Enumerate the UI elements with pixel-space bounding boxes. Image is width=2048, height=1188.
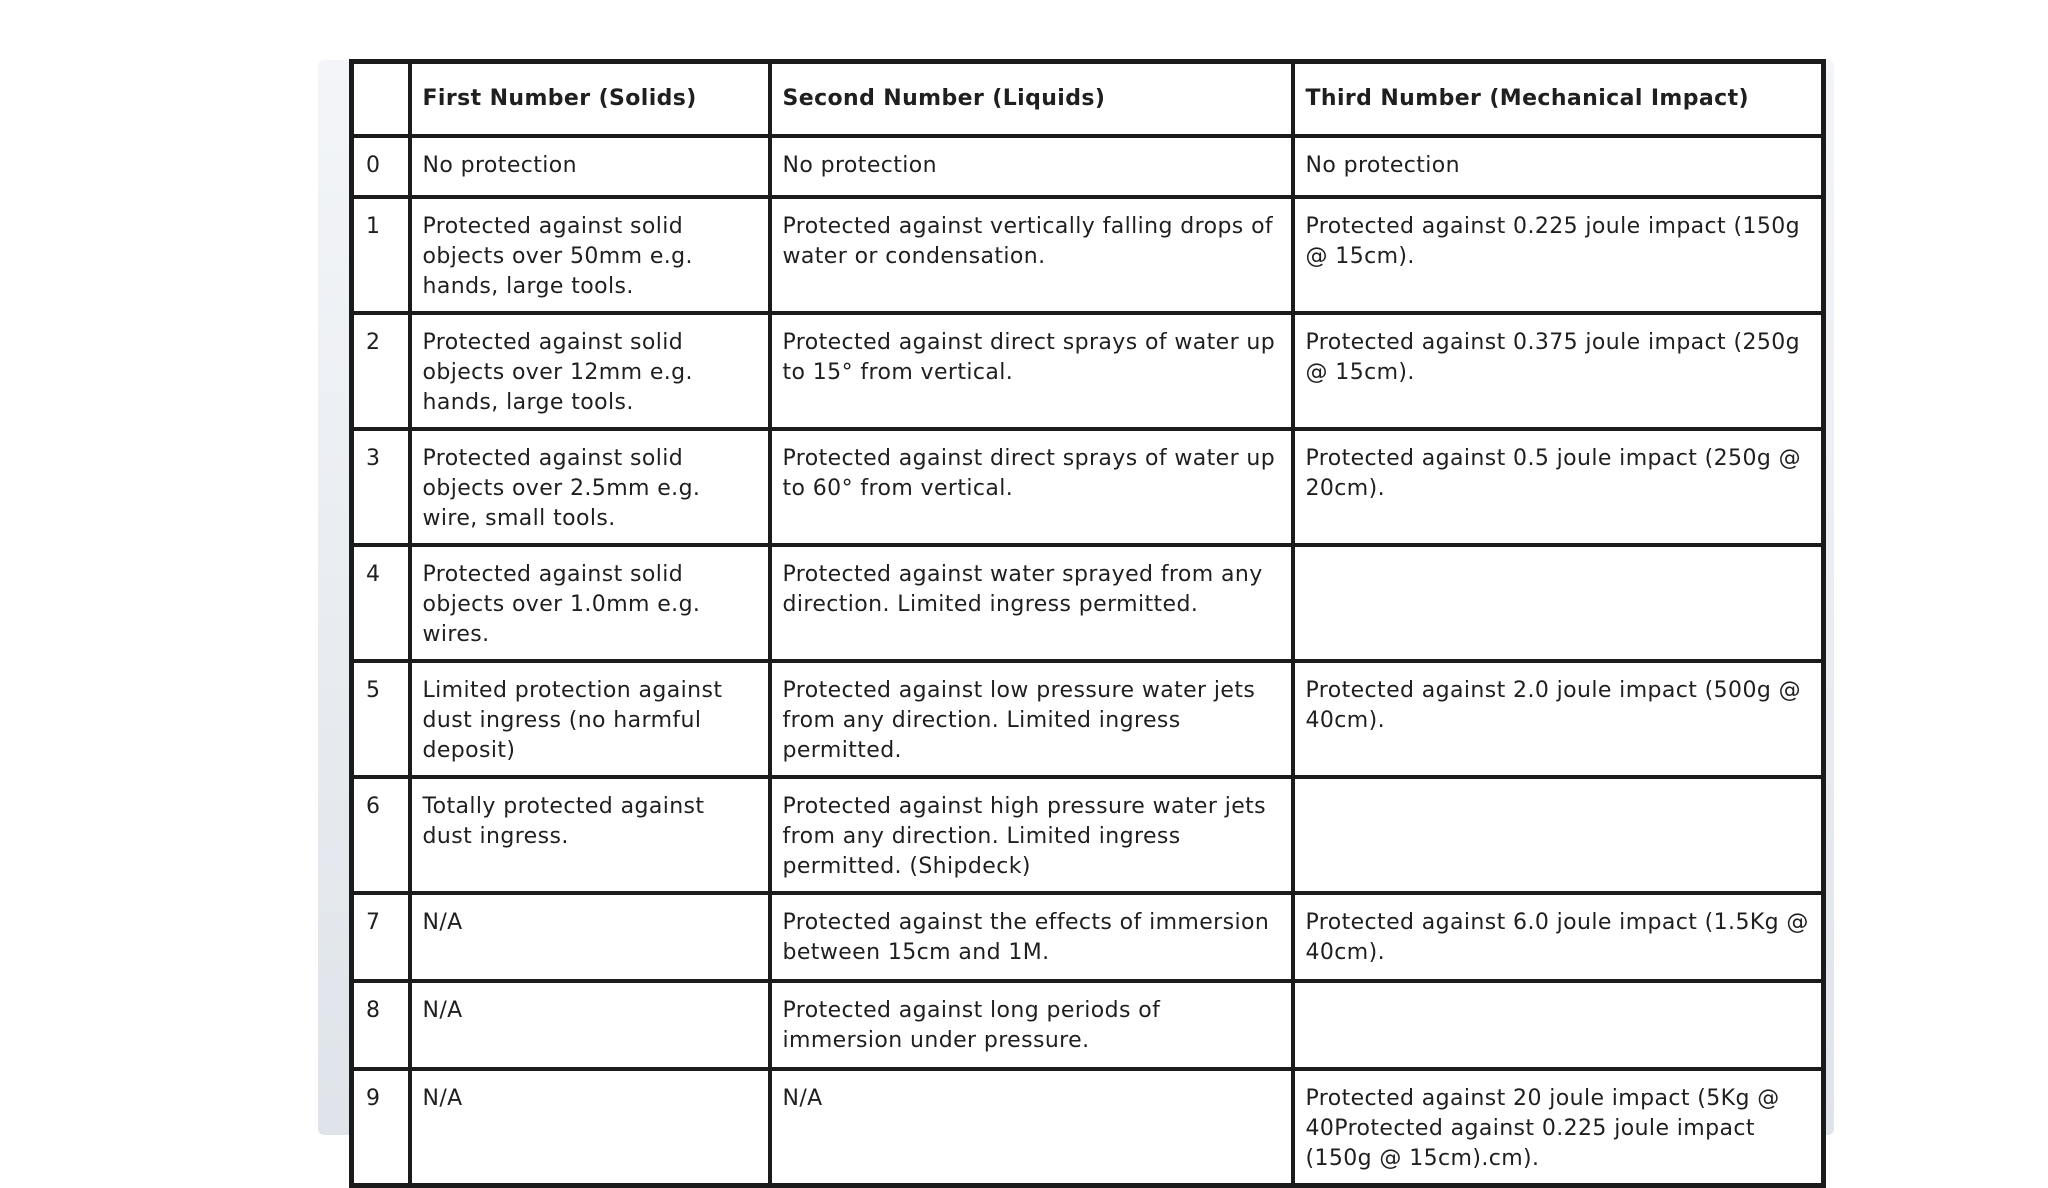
table-row: [352, 661, 1824, 777]
solids-cell: Protected against solid objects over 2.5mm e.g. wire, small tools.: [410, 429, 770, 545]
table-row: [352, 136, 1824, 197]
impact-cell: Protected against 6.0 joule impact (1.5Kg @ 40cm).: [1293, 893, 1824, 981]
row-number-cell: 4: [352, 545, 410, 661]
row-number-cell: 6: [352, 777, 410, 893]
impact-cell: Protected against 20 joule impact (5Kg @ 40Protected against 0.225 joule impact (150g @ 15cm).cm).: [1293, 1069, 1824, 1186]
impact-cell: [1293, 777, 1824, 893]
table-row: [352, 197, 1824, 313]
row-number-cell: 9: [352, 1069, 410, 1186]
impact-cell: Protected against 0.5 joule impact (250g @ 20cm).: [1293, 429, 1824, 545]
solids-cell: Protected against solid objects over 50mm e.g. hands, large tools.: [410, 197, 770, 313]
header-cell-liquids: Second Number (Liquids): [770, 62, 1293, 137]
row-number-cell: 8: [352, 981, 410, 1069]
row-number-cell: 3: [352, 429, 410, 545]
header-cell-index: [352, 62, 410, 137]
solids-cell: N/A: [410, 981, 770, 1069]
header-cell-impact: Third Number (Mechanical Impact): [1293, 62, 1824, 137]
impact-cell: No protection: [1293, 136, 1824, 197]
impact-cell: [1293, 545, 1824, 661]
liquids-cell: Protected against water sprayed from any direction. Limited ingress permitted.: [770, 545, 1293, 661]
impact-cell: Protected against 2.0 joule impact (500g @ 40cm).: [1293, 661, 1824, 777]
ip-rating-table: [349, 59, 1826, 1188]
solids-cell: Limited protection against dust ingress (no harmful deposit): [410, 661, 770, 777]
row-number-cell: 2: [352, 313, 410, 429]
liquids-cell: Protected against direct sprays of water up to 60° from vertical.: [770, 429, 1293, 545]
liquids-cell: N/A: [770, 1069, 1293, 1186]
liquids-cell: Protected against direct sprays of water up to 15° from vertical.: [770, 313, 1293, 429]
impact-cell: Protected against 0.375 joule impact (250g @ 15cm).: [1293, 313, 1824, 429]
table-row: [352, 777, 1824, 893]
liquids-cell: Protected against long periods of immersion under pressure.: [770, 981, 1293, 1069]
solids-cell: No protection: [410, 136, 770, 197]
liquids-cell: Protected against high pressure water jets from any direction. Limited ingress permitted. (Shipdeck): [770, 777, 1293, 893]
impact-cell: [1293, 981, 1824, 1069]
table-row: [352, 545, 1824, 661]
solids-cell: Totally protected against dust ingress.: [410, 777, 770, 893]
row-number-cell: 1: [352, 197, 410, 313]
liquids-cell: No protection: [770, 136, 1293, 197]
header-cell-solids: First Number (Solids): [410, 62, 770, 137]
solids-cell: Protected against solid objects over 12mm e.g. hands, large tools.: [410, 313, 770, 429]
row-number-cell: 0: [352, 136, 410, 197]
solids-cell: Protected against solid objects over 1.0mm e.g. wires.: [410, 545, 770, 661]
impact-cell: Protected against 0.225 joule impact (150g @ 15cm).: [1293, 197, 1824, 313]
table-row: [352, 1069, 1824, 1186]
liquids-cell: Protected against the effects of immersion between 15cm and 1M.: [770, 893, 1293, 981]
row-number-cell: 7: [352, 893, 410, 981]
solids-cell: N/A: [410, 893, 770, 981]
header-row: [352, 62, 1824, 137]
table-row: [352, 313, 1824, 429]
row-number-cell: 5: [352, 661, 410, 777]
liquids-cell: Protected against low pressure water jets from any direction. Limited ingress permitted.: [770, 661, 1293, 777]
liquids-cell: Protected against vertically falling drops of water or condensation.: [770, 197, 1293, 313]
table-row: [352, 429, 1824, 545]
solids-cell: N/A: [410, 1069, 770, 1186]
table-row: [352, 893, 1824, 981]
table-row: [352, 981, 1824, 1069]
